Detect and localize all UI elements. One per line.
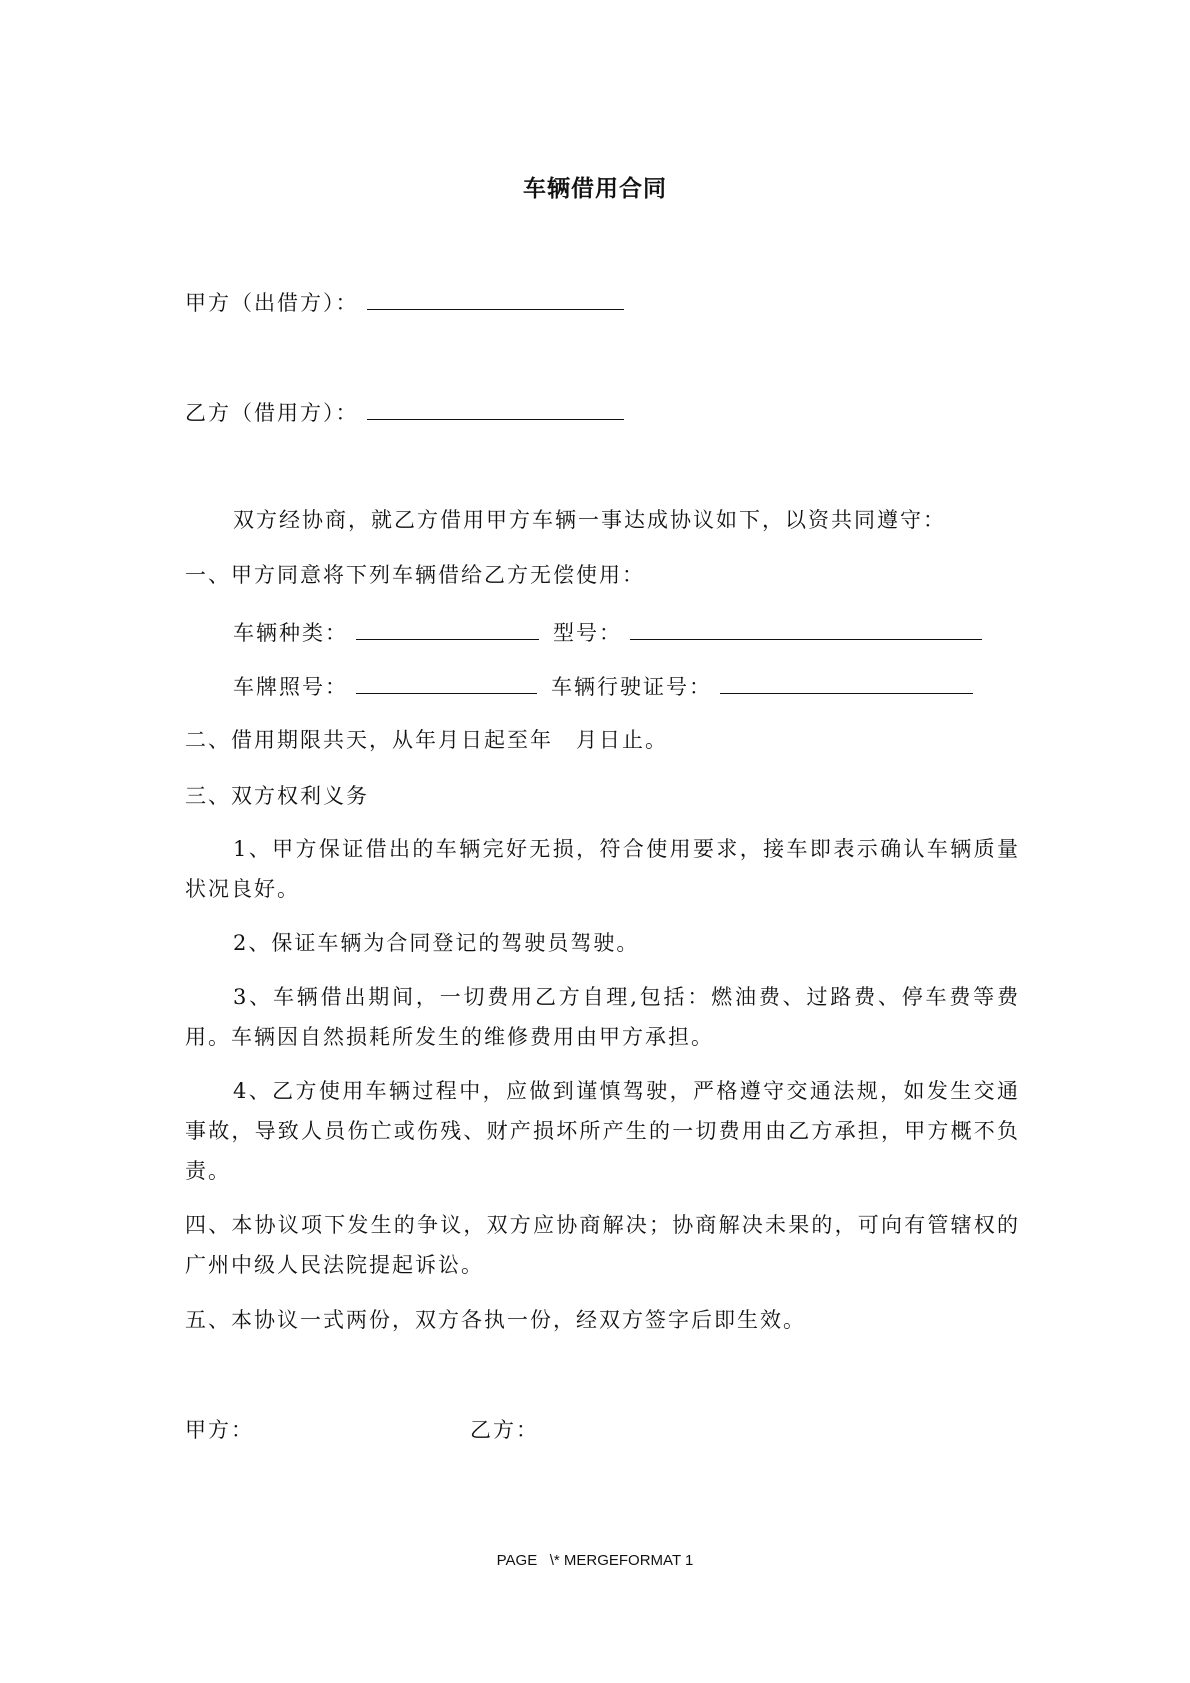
clause-2: 二、借用期限共天，从年月日起至年 月日止。 <box>185 728 668 752</box>
vehicle-type-field <box>233 617 982 648</box>
signature-party-a: 甲方： <box>185 1418 254 1442</box>
vehicle-type-label: 车辆种类： <box>233 621 348 645</box>
signature-party-b: 乙方： <box>470 1418 539 1442</box>
vehicle-type-blank[interactable] <box>356 617 539 640</box>
clause-5: 五、本协议一式两份，双方各执一份，经双方签字后即生效。 <box>185 1308 806 1332</box>
clause-3-heading: 三、双方权利义务 <box>185 784 369 808</box>
plate-field <box>233 671 973 702</box>
party-a-line <box>185 287 624 318</box>
plate-blank[interactable] <box>356 671 537 694</box>
document-title: 车辆借用合同 <box>523 176 667 202</box>
clause-3-item-3: 3、车辆借出期间，一切费用乙方自理,包括：燃油费、过路费、停车费等费用。车辆因自然损耗所发生的维修费用由甲方承担。 <box>185 985 1020 1049</box>
clause-4: 四、本协议项下发生的争议，双方应协商解决；协商解决未果的，可向有管辖权的广州中级人民法院提起诉讼。 <box>185 1213 1020 1277</box>
preamble: 双方经协商，就乙方借用甲方车辆一事达成协议如下，以资共同遵守： <box>233 508 946 532</box>
party-a-blank[interactable] <box>367 287 624 310</box>
license-blank[interactable] <box>720 671 973 694</box>
party-b-label: 乙方（借用方）： <box>185 401 359 425</box>
model-blank[interactable] <box>630 617 982 640</box>
clause-3-item-1: 1、甲方保证借出的车辆完好无损，符合使用要求，接车即表示确认车辆质量状况良好。 <box>185 837 1020 901</box>
model-label: 型号： <box>553 621 622 645</box>
party-a-label: 甲方（出借方）： <box>185 291 359 315</box>
plate-label: 车牌照号： <box>233 675 348 699</box>
party-b-blank[interactable] <box>367 397 624 420</box>
clause-1-heading: 一、甲方同意将下列车辆借给乙方无偿使用： <box>185 563 645 587</box>
page-footer: PAGE \* MERGEFORMAT 1 <box>496 1552 694 1569</box>
party-b-line <box>185 397 624 428</box>
license-label: 车辆行驶证号： <box>551 675 712 699</box>
clause-3-item-2: 2、保证车辆为合同登记的驾驶员驾驶。 <box>233 931 640 955</box>
clause-3-item-4: 4、乙方使用车辆过程中，应做到谨慎驾驶，严格遵守交通法规，如发生交通事故，导致人员伤亡或伤残、财产损坏所产生的一切费用由乙方承担，甲方概不负责。 <box>185 1079 1020 1183</box>
